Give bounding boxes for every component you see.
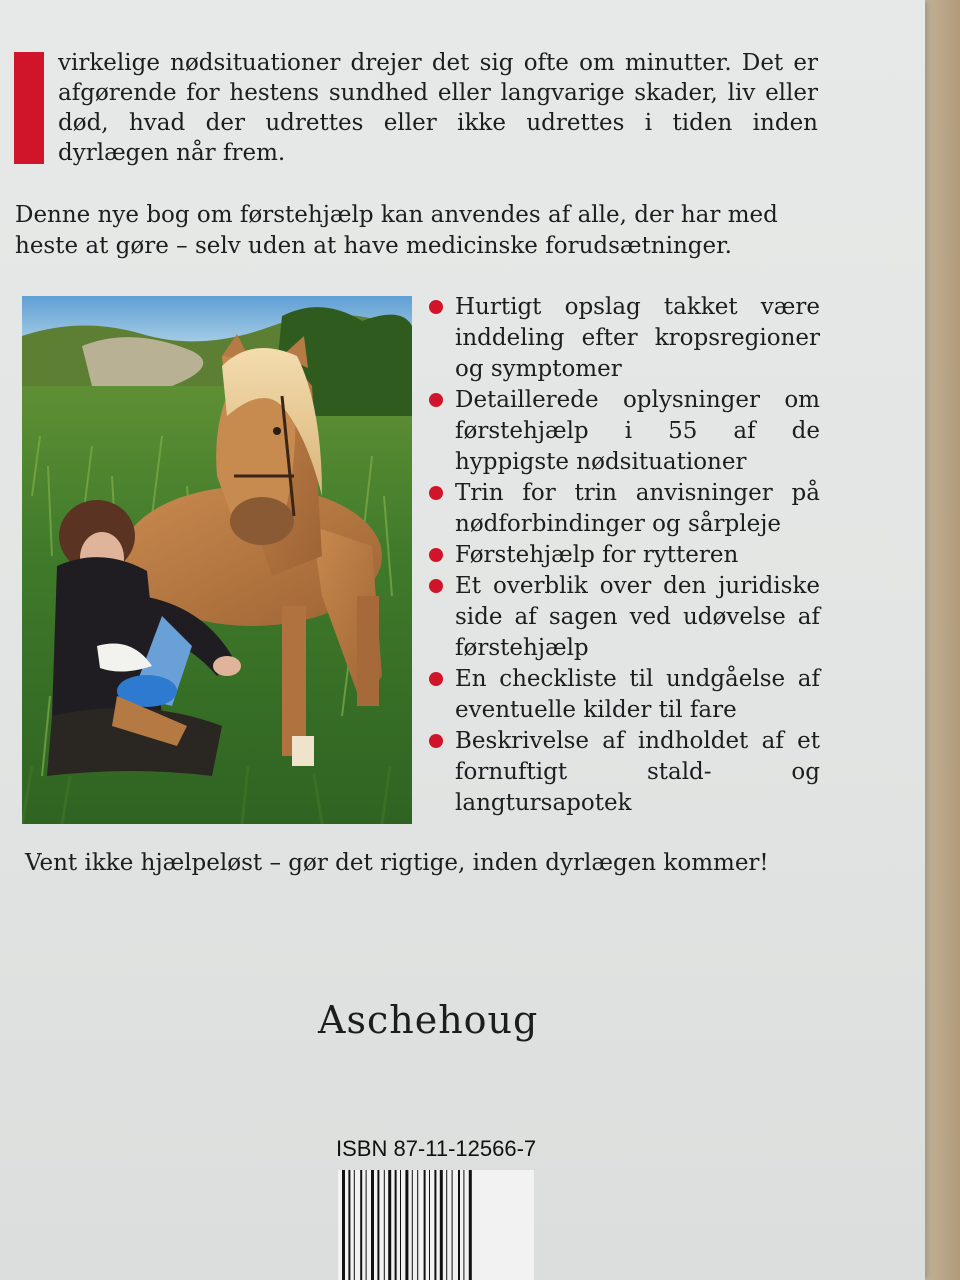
barcode-bar [348, 1170, 350, 1280]
red-bullet-icon [429, 672, 443, 686]
barcode-bar [366, 1170, 367, 1280]
feature-text: Hurtigt opslag takket være inddeling efter kropsregioner og symptomer [455, 294, 820, 382]
barcode-bar [429, 1170, 430, 1280]
barcode-bar [412, 1170, 413, 1280]
feature-text: En checkliste til undgåelse af eventuelle kilder til fare [455, 666, 820, 723]
feature-text: Detaillerede oplysninger om førstehjælp i 55 af de hyppigste nødsituationer [455, 387, 820, 475]
table-surface [920, 0, 960, 1280]
barcode-bar [360, 1170, 362, 1280]
barcode-bar [452, 1170, 453, 1280]
feature-text: Et overblik over den juridiske side af sagen ved udøvelse af førstehjælp [455, 573, 820, 661]
barcode [338, 1170, 534, 1280]
list-item [425, 664, 820, 726]
barcode-bar [342, 1170, 345, 1280]
barcode-bar [434, 1170, 436, 1280]
feature-list [425, 292, 820, 819]
list-item [425, 292, 820, 385]
red-bullet-icon [429, 393, 443, 407]
barcode-bar [424, 1170, 426, 1280]
barcode-icon [338, 1170, 534, 1280]
barcode-bar [405, 1170, 408, 1280]
red-bullet-icon [429, 734, 443, 748]
list-item [425, 571, 820, 664]
list-item [425, 540, 820, 571]
barcode-bar [469, 1170, 472, 1280]
barcode-bar [395, 1170, 397, 1280]
barcode-bar [388, 1170, 391, 1280]
barcode-bar [371, 1170, 374, 1280]
feature-text: Beskrivelse af indholdet af et fornuftigt stald- og langtursapotek [455, 728, 820, 816]
barcode-bar [463, 1170, 464, 1280]
red-bullet-icon [429, 300, 443, 314]
red-accent-bar [14, 52, 44, 164]
feature-text: Trin for trin anvisninger på nødforbindinger og sårpleje [455, 480, 820, 537]
lead-paragraph: Denne nye bog om førstehjælp kan anvendes af alle, der har med heste at gøre – selv uden at have medicinske forudsætninger. [15, 202, 778, 259]
barcode-bar [377, 1170, 379, 1280]
pony-with-child-photo [22, 296, 412, 824]
barcode-bar [440, 1170, 443, 1280]
intro-paragraph: virkelige nødsituationer drejer det sig ofte om minutter. Det er afgørende for hestens sundhed eller langvarige skader, liv eller død, hvad der udrettes eller ikke udrettes i tiden inden dyrlægen når frem. [58, 50, 818, 166]
feature-text: Førstehjælp for rytteren [455, 542, 739, 568]
barcode-bar [458, 1170, 460, 1280]
isbn-number: ISBN 87-11-12566-7 [336, 1136, 537, 1161]
barcode-bar [446, 1170, 447, 1280]
list-item [425, 478, 820, 540]
list-item [425, 385, 820, 478]
barcode-bar [417, 1170, 418, 1280]
barcode-bar [400, 1170, 401, 1280]
photo-illustration [22, 296, 412, 824]
barcode-bar [354, 1170, 355, 1280]
red-bullet-icon [429, 486, 443, 500]
publisher-name: Aschehoug [318, 998, 539, 1042]
tagline: Vent ikke hjælpeløst – gør det rigtige, inden dyrlægen kommer! [25, 850, 769, 876]
barcode-bar [384, 1170, 385, 1280]
red-bullet-icon [429, 579, 443, 593]
red-bullet-icon [429, 548, 443, 562]
list-item [425, 726, 820, 819]
